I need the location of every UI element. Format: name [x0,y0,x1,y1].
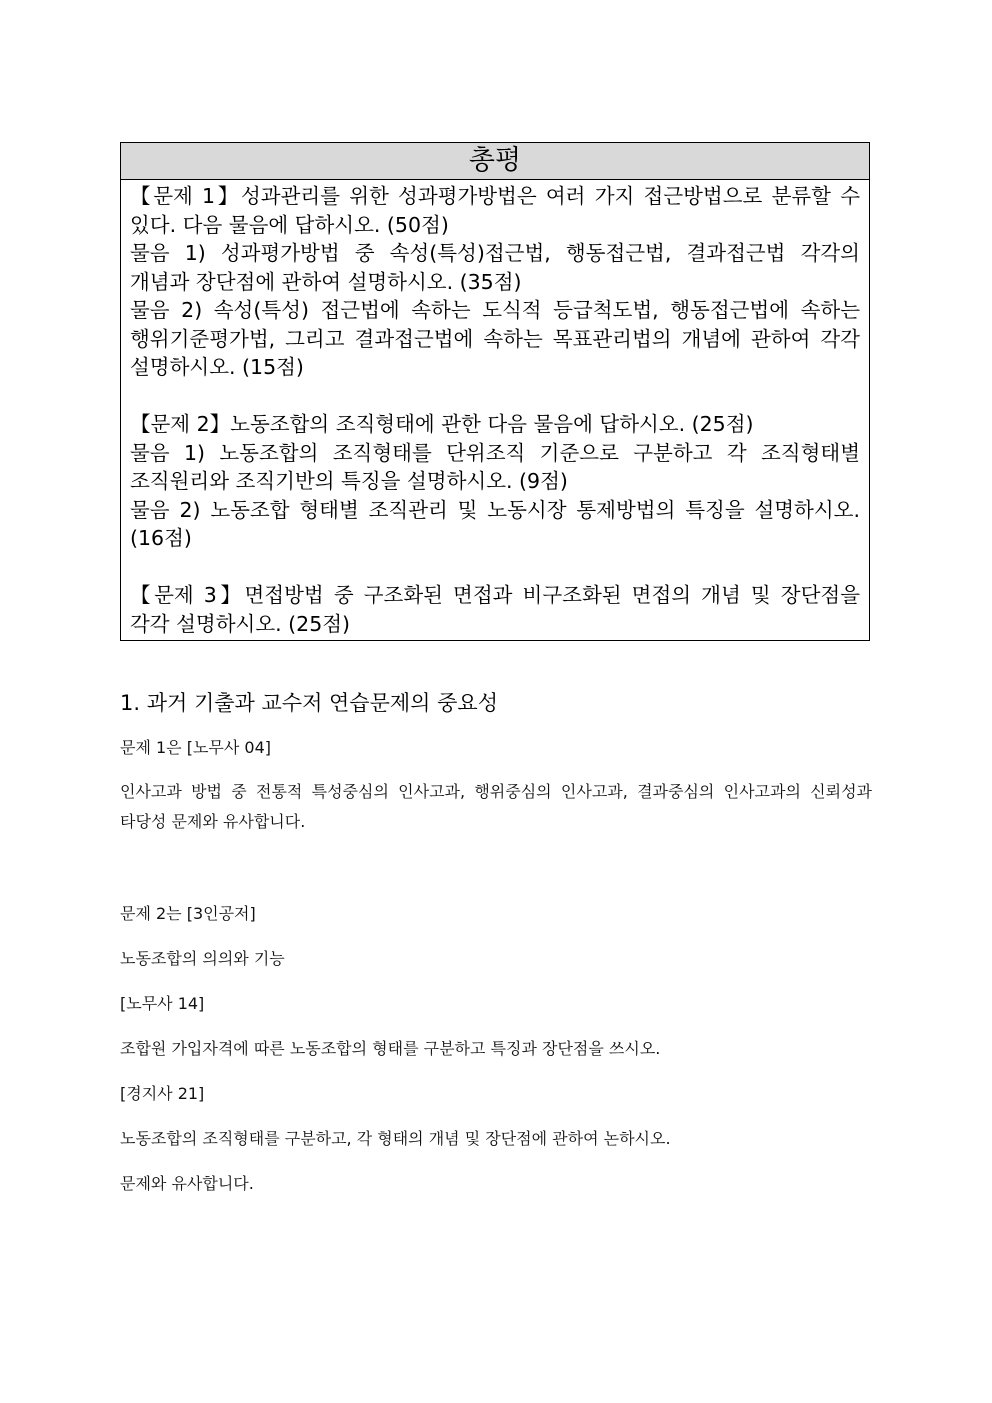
problem-2-reference-2: [경지사 21] [120,1084,205,1103]
summary-body [121,180,869,640]
question-1-sub-2: 물음 2) 속성(특성) 접근법에 속하는 도식적 등급척도법, 행동접근법에 속하는 행위기준평가법, 그리고 결과접근법에 속하는 목표관리법의 개념에 관하여 각각 설명하시오. (15점) [130,298,860,379]
problem-1-text: 인사고과 방법 중 전통적 특성중심의 인사고과, 행위중심의 인사고과, 결과중심의 인사고과의 신뢰성과 타당성 문제와 유사합니다. [120,782,872,831]
question-3-text: 【문제 3】면접방법 중 구조화된 면접과 비구조화된 면접의 개념 및 장단점을 각각 설명하시오. (25점) [130,583,860,636]
summary-title: 총평 [121,143,869,180]
summary-box [120,142,870,641]
question-2-text: 【문제 2】노동조합의 조직형태에 관한 다음 물음에 답하시오. (25점) [130,412,754,436]
spacer [130,382,860,411]
section-heading: 1. 과거 기출과 교수저 연습문제의 중요성 [120,691,498,715]
problem-2-label: 문제 2는 [3인공저] [120,904,256,923]
problem-2-line-1: 노동조합의 의의와 기능 [120,949,285,968]
problem-2-reference-1: [노무사 14] [120,994,205,1013]
problem-2-line-2: 조합원 가입자격에 따른 노동조합의 형태를 구분하고 특징과 장단점을 쓰시오. [120,1039,661,1058]
question-1-sub-1: 물음 1) 성과평가방법 중 속성(특성)접근법, 행동접근법, 결과접근법 각각의 개념과 장단점에 관하여 설명하시오. (35점) [130,241,860,294]
question-1-text: 【문제 1】성과관리를 위한 성과평가방법은 여러 가지 접근방법으로 분류할 수 있다. 다음 물음에 답하시오. (50점) [130,184,860,237]
problem-2-line-4: 문제와 유사합니다. [120,1174,254,1193]
problem-2-line-3: 노동조합의 조직형태를 구분하고, 각 형태의 개념 및 장단점에 관하여 논하시오. [120,1129,671,1148]
question-2-sub-1: 물음 1) 노동조합의 조직형태를 단위조직 기준으로 구분하고 각 조직형태별 조직원리와 조직기반의 특징을 설명하시오. (9점) [130,440,860,493]
question-2-sub-2: 물음 2) 노동조합 형태별 조직관리 및 노동시장 통제방법의 특징을 설명하시오. (16점) [130,497,860,550]
problem-1-label: 문제 1은 [노무사 04] [120,738,272,757]
spacer [130,553,860,582]
